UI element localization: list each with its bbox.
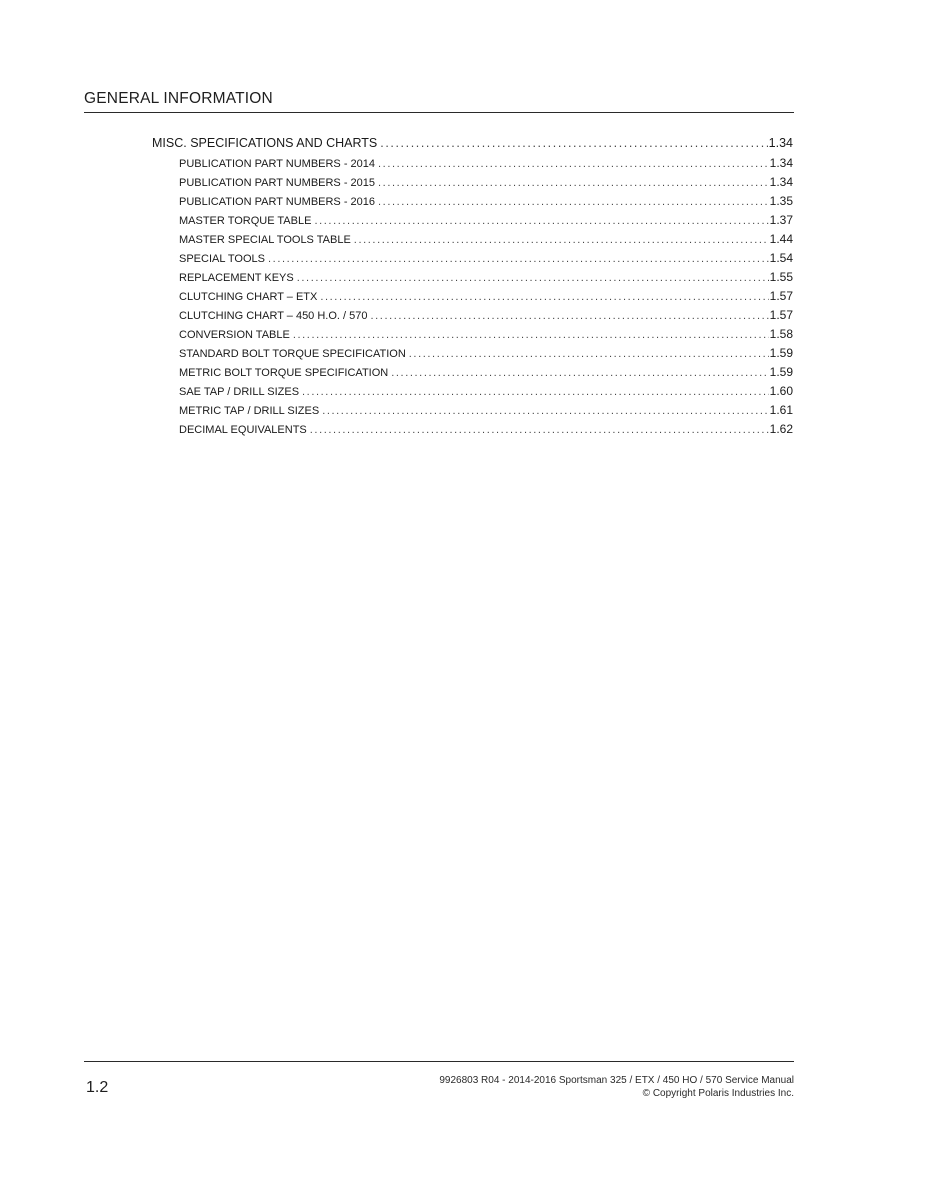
toc-entry[interactable] [179, 327, 793, 341]
toc-entry-page: 1.62 [769, 422, 793, 436]
toc-entry[interactable] [179, 270, 793, 284]
toc-entry-page: 1.44 [769, 232, 793, 246]
toc-dot-leader [322, 405, 768, 417]
header-divider [84, 112, 794, 113]
manual-title-line: 9926803 R04 - 2014-2016 Sportsman 325 / ETX / 450 HO / 570 Service Manual [439, 1075, 794, 1086]
toc-entry-label: STANDARD BOLT TORQUE SPECIFICATION [179, 348, 406, 360]
toc-entry-label: PUBLICATION PART NUMBERS - 2015 [179, 177, 376, 189]
toc-entry[interactable] [179, 194, 793, 208]
toc-section-heading[interactable] [152, 136, 793, 150]
toc-entry[interactable] [179, 384, 793, 398]
toc-entry-label: PUBLICATION PART NUMBERS - 2014 [179, 158, 376, 170]
toc-dot-leader [310, 424, 769, 436]
toc-entry-label: SAE TAP / DRILL SIZES [179, 386, 300, 398]
toc-entry-page: 1.55 [769, 270, 793, 284]
toc-entry-page: 1.57 [769, 308, 793, 322]
toc-entry[interactable] [179, 175, 793, 189]
toc-dot-leader [378, 177, 769, 189]
toc-dot-leader [409, 348, 769, 360]
toc-entry-page: 1.34 [768, 136, 793, 150]
toc-dot-leader [302, 386, 769, 398]
toc-dot-leader [354, 234, 769, 246]
toc-entry[interactable] [179, 289, 793, 303]
toc-entry-label: REPLACEMENT KEYS [179, 272, 294, 284]
toc-entry-page: 1.58 [769, 327, 793, 341]
toc-dot-leader [371, 310, 769, 322]
toc-entry-label: PUBLICATION PART NUMBERS - 2016 [179, 196, 376, 208]
toc-entry-page: 1.59 [769, 365, 793, 379]
toc-dot-leader [391, 367, 768, 379]
toc-entry-page: 1.35 [769, 194, 793, 208]
toc-entry-page: 1.61 [769, 403, 793, 417]
toc-entry[interactable] [179, 346, 793, 360]
toc-dot-leader [314, 215, 768, 227]
toc-entry-label: SPECIAL TOOLS [179, 253, 266, 265]
toc-entry[interactable] [179, 365, 793, 379]
toc-entry[interactable] [179, 213, 793, 227]
toc-dot-leader [378, 158, 769, 170]
toc-entry-page: 1.34 [769, 175, 793, 189]
toc-dot-leader [320, 291, 768, 303]
toc-entry-page: 1.57 [769, 289, 793, 303]
toc-entry[interactable] [179, 308, 793, 322]
footer-text [439, 1075, 794, 1100]
toc-entry-label: METRIC BOLT TORQUE SPECIFICATION [179, 367, 389, 379]
footer-divider [84, 1061, 794, 1062]
toc-dot-leader [380, 136, 767, 150]
toc-entry-label: DECIMAL EQUIVALENTS [179, 424, 307, 436]
toc-dot-leader [378, 196, 769, 208]
toc-entry[interactable] [179, 403, 793, 417]
toc-entry-label: MASTER TORQUE TABLE [179, 215, 312, 227]
toc-entry-label: CONVERSION TABLE [179, 329, 290, 341]
toc-entry-label: CLUTCHING CHART – ETX [179, 291, 318, 303]
copyright-line: © Copyright Polaris Industries Inc. [642, 1087, 794, 1099]
toc-entry[interactable] [179, 422, 793, 436]
toc-entry-label: METRIC TAP / DRILL SIZES [179, 405, 320, 417]
toc-entry[interactable] [179, 251, 793, 265]
toc-entry-page: 1.59 [769, 346, 793, 360]
toc-entry[interactable] [179, 156, 793, 170]
toc-dot-leader [268, 253, 769, 265]
toc-dot-leader [293, 329, 769, 341]
toc-entry-label: MASTER SPECIAL TOOLS TABLE [179, 234, 351, 246]
toc-entry-page: 1.60 [769, 384, 793, 398]
toc-entry-label: MISC. SPECIFICATIONS AND CHARTS [152, 136, 378, 150]
toc-entry-label: CLUTCHING CHART – 450 H.O. / 570 [179, 310, 368, 322]
page-title: GENERAL INFORMATION [84, 90, 273, 107]
toc-entry-page: 1.54 [769, 251, 793, 265]
toc-entry-page: 1.37 [769, 213, 793, 227]
page-number: 1.2 [86, 1079, 109, 1096]
toc-dot-leader [297, 272, 769, 284]
toc-entry[interactable] [179, 232, 793, 246]
toc-entry-page: 1.34 [769, 156, 793, 170]
